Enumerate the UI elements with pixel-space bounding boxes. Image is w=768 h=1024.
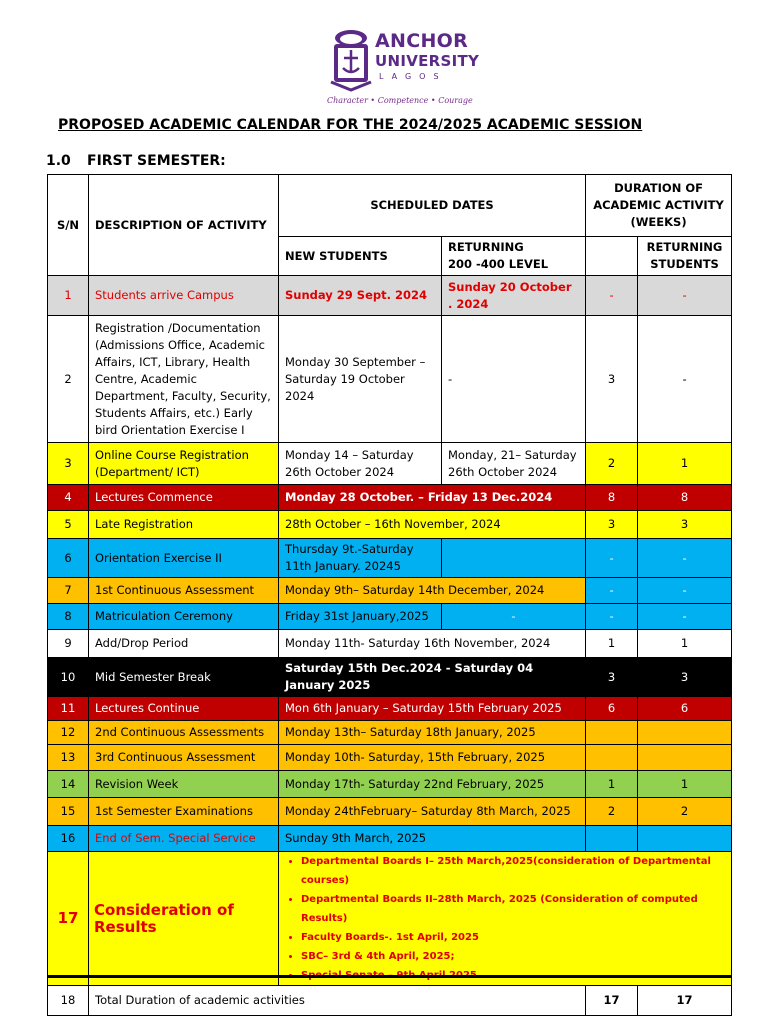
table-row — [48, 443, 732, 485]
row-duration-returning — [638, 826, 732, 852]
row-sn: 14 — [48, 771, 89, 798]
row-sn: 9 — [48, 630, 89, 658]
row-duration-returning: - — [638, 276, 732, 316]
row-description: Orientation Exercise II — [89, 539, 279, 578]
row-dates: Monday 24thFebruary– Saturday 8th March, 2025 — [279, 798, 586, 826]
row-sn: 16 — [48, 826, 89, 852]
row-dates: 28th October – 16th November, 2024 — [279, 511, 586, 539]
table-row — [48, 630, 732, 658]
header-returning-students: RETURNING STUDENTS — [638, 237, 732, 276]
table-row — [48, 771, 732, 798]
row-duration-returning: - — [638, 578, 732, 604]
row-dates: Monday 9th– Saturday 14th December, 2024 — [279, 578, 586, 604]
row-description: Late Registration — [89, 511, 279, 539]
row-returning-date — [442, 539, 586, 578]
table-row — [48, 745, 732, 771]
row-description: End of Sem. Special Service — [89, 826, 279, 852]
logo-motto: Character • Competence • Courage — [327, 96, 473, 105]
row-duration-returning: 8 — [638, 485, 732, 511]
row-description: 1st Continuous Assessment — [89, 578, 279, 604]
row-duration-returning: 3 — [638, 658, 732, 697]
row-description: Matriculation Ceremony — [89, 604, 279, 630]
header-scheduled-dates: SCHEDULED DATES — [279, 175, 586, 237]
table-row — [48, 721, 732, 745]
header-sn: S/N — [48, 175, 89, 276]
row-sn: 18 — [48, 986, 89, 1016]
row-dates: Monday 28 October. – Friday 13 Dec.2024 — [279, 485, 586, 511]
row-returning-date: Sunday 20 October . 2024 — [442, 276, 586, 316]
document-title: PROPOSED ACADEMIC CALENDAR FOR THE 2024/2025 ACADEMIC SESSION — [58, 117, 643, 133]
section-number: 1.0 — [46, 153, 71, 169]
section-title: FIRST SEMESTER: — [87, 153, 226, 169]
header-returning-level: RETURNING 200 -400 LEVEL — [442, 237, 586, 276]
row-returning-date: - — [442, 604, 586, 630]
section-heading — [46, 153, 226, 169]
row-description: Total Duration of academic activities — [89, 986, 586, 1016]
row-new-students-date: Thursday 9t.-Saturday 11th January. 20245 — [279, 539, 442, 578]
row-sn: 17 — [48, 852, 89, 986]
bottom-rule — [47, 975, 731, 978]
row-description: Online Course Registration (Department/ ICT) — [89, 443, 279, 485]
row-dates: Monday 17th- Saturday 22nd February, 2025 — [279, 771, 586, 798]
row-duration-returning: 1 — [638, 630, 732, 658]
row-duration-returning: 1 — [638, 771, 732, 798]
row-duration-new — [586, 826, 638, 852]
row-sn: 1 — [48, 276, 89, 316]
table-row — [48, 316, 732, 443]
row-duration-returning — [638, 745, 732, 771]
header-duration: DURATION OF ACADEMIC ACTIVITY (WEEKS) — [586, 175, 732, 237]
logo-wordmark-line1: ANCHOR — [375, 30, 469, 52]
row-duration-returning: 3 — [638, 511, 732, 539]
table-row — [48, 485, 732, 511]
row-duration-returning: - — [638, 316, 732, 443]
row-description: 1st Semester Examinations — [89, 798, 279, 826]
list-item: • Departmental Boards I– 25th March,2025(consideration of Departmental courses) — [301, 852, 727, 890]
university-crest-icon — [329, 28, 373, 92]
row-duration-returning: 2 — [638, 798, 732, 826]
row-duration-new: 1 — [586, 630, 638, 658]
row-duration-new: 2 — [586, 798, 638, 826]
row-description: Registration /Documentation (Admissions Office, Academic Affairs, ICT, Library, Health Centre, Academic Department, Faculty, Security, Students Affairs, etc.) Early bird Orientation Exercise I — [89, 316, 279, 443]
logo-wordmark-line3: LAGOS — [379, 72, 447, 81]
table-row — [48, 658, 732, 697]
row-description: Consideration of Results — [89, 852, 279, 986]
row-sn: 2 — [48, 316, 89, 443]
table-row — [48, 986, 732, 1016]
row-duration-new: - — [586, 578, 638, 604]
row-duration-new: 3 — [586, 511, 638, 539]
row-new-students-date: Sunday 29 Sept. 2024 — [279, 276, 442, 316]
row-duration-returning: 17 — [638, 986, 732, 1016]
table-row — [48, 276, 732, 316]
row-sn: 7 — [48, 578, 89, 604]
row-dates: Saturday 15th Dec.2024 - Saturday 04 January 2025 — [279, 658, 586, 697]
row-duration-new: 3 — [586, 658, 638, 697]
row-duration-new: - — [586, 276, 638, 316]
university-logo — [325, 26, 480, 110]
table-row — [48, 604, 732, 630]
row-description: 3rd Continuous Assessment — [89, 745, 279, 771]
table-header-row — [48, 175, 732, 237]
academic-calendar-table — [47, 174, 732, 1016]
row-sn: 6 — [48, 539, 89, 578]
row-dates: Sunday 9th March, 2025 — [279, 826, 586, 852]
row-new-students-date: Friday 31st January,2025 — [279, 604, 442, 630]
row-sn: 12 — [48, 721, 89, 745]
row-duration-new: 6 — [586, 697, 638, 721]
table-row — [48, 578, 732, 604]
row-duration-returning: - — [638, 604, 732, 630]
row-duration-returning: - — [638, 539, 732, 578]
row-duration-new: 2 — [586, 443, 638, 485]
list-item: • SBC– 3rd & 4th April, 2025; — [301, 947, 727, 966]
row-description: Revision Week — [89, 771, 279, 798]
row-sn: 13 — [48, 745, 89, 771]
results-schedule-list — [283, 852, 727, 985]
header-description: DESCRIPTION OF ACTIVITY — [89, 175, 279, 276]
row-dates: Monday 10th- Saturday, 15th February, 2025 — [279, 745, 586, 771]
row-duration-new: - — [586, 539, 638, 578]
row-sn: 8 — [48, 604, 89, 630]
row-duration-new — [586, 745, 638, 771]
row-duration-new — [586, 721, 638, 745]
table-row — [48, 798, 732, 826]
table-row — [48, 539, 732, 578]
table-row — [48, 826, 732, 852]
table-row — [48, 852, 732, 986]
row-description: 2nd Continuous Assessments — [89, 721, 279, 745]
row-returning-date: Monday, 21– Saturday 26th October 2024 — [442, 443, 586, 485]
table-row — [48, 511, 732, 539]
row-returning-date: - — [442, 316, 586, 443]
row-new-students-date: Monday 14 – Saturday 26th October 2024 — [279, 443, 442, 485]
header-duration-new — [586, 237, 638, 276]
row-new-students-date: Monday 30 September – Saturday 19 October 2024 — [279, 316, 442, 443]
row-duration-returning: 6 — [638, 697, 732, 721]
row-duration-new: 1 — [586, 771, 638, 798]
row-sn: 3 — [48, 443, 89, 485]
row-duration-returning — [638, 721, 732, 745]
row-sn: 10 — [48, 658, 89, 697]
row-duration-new: 3 — [586, 316, 638, 443]
row-description: Mid Semester Break — [89, 658, 279, 697]
row-duration-returning: 1 — [638, 443, 732, 485]
row-sn: 5 — [48, 511, 89, 539]
row-dates: Monday 13th– Saturday 18th January, 2025 — [279, 721, 586, 745]
row-description: Students arrive Campus — [89, 276, 279, 316]
row-duration-new: - — [586, 604, 638, 630]
list-item: • Departmental Boards II–28th March, 2025 (Consideration of computed Results) — [301, 890, 727, 928]
row-sn: 11 — [48, 697, 89, 721]
list-item: • Faculty Boards-. 1st April, 2025 — [301, 928, 727, 947]
row-duration-new: 17 — [586, 986, 638, 1016]
header-new-students: NEW STUDENTS — [279, 237, 442, 276]
row-description: Lectures Commence — [89, 485, 279, 511]
row-duration-new: 8 — [586, 485, 638, 511]
row-sn: 15 — [48, 798, 89, 826]
table-row — [48, 697, 732, 721]
logo-wordmark-line2: UNIVERSITY — [375, 52, 480, 70]
results-schedule — [279, 852, 732, 986]
row-description: Lectures Continue — [89, 697, 279, 721]
row-dates: Monday 11th- Saturday 16th November, 2024 — [279, 630, 586, 658]
row-description: Add/Drop Period — [89, 630, 279, 658]
row-sn: 4 — [48, 485, 89, 511]
row-dates: Mon 6th January – Saturday 15th February 2025 — [279, 697, 586, 721]
